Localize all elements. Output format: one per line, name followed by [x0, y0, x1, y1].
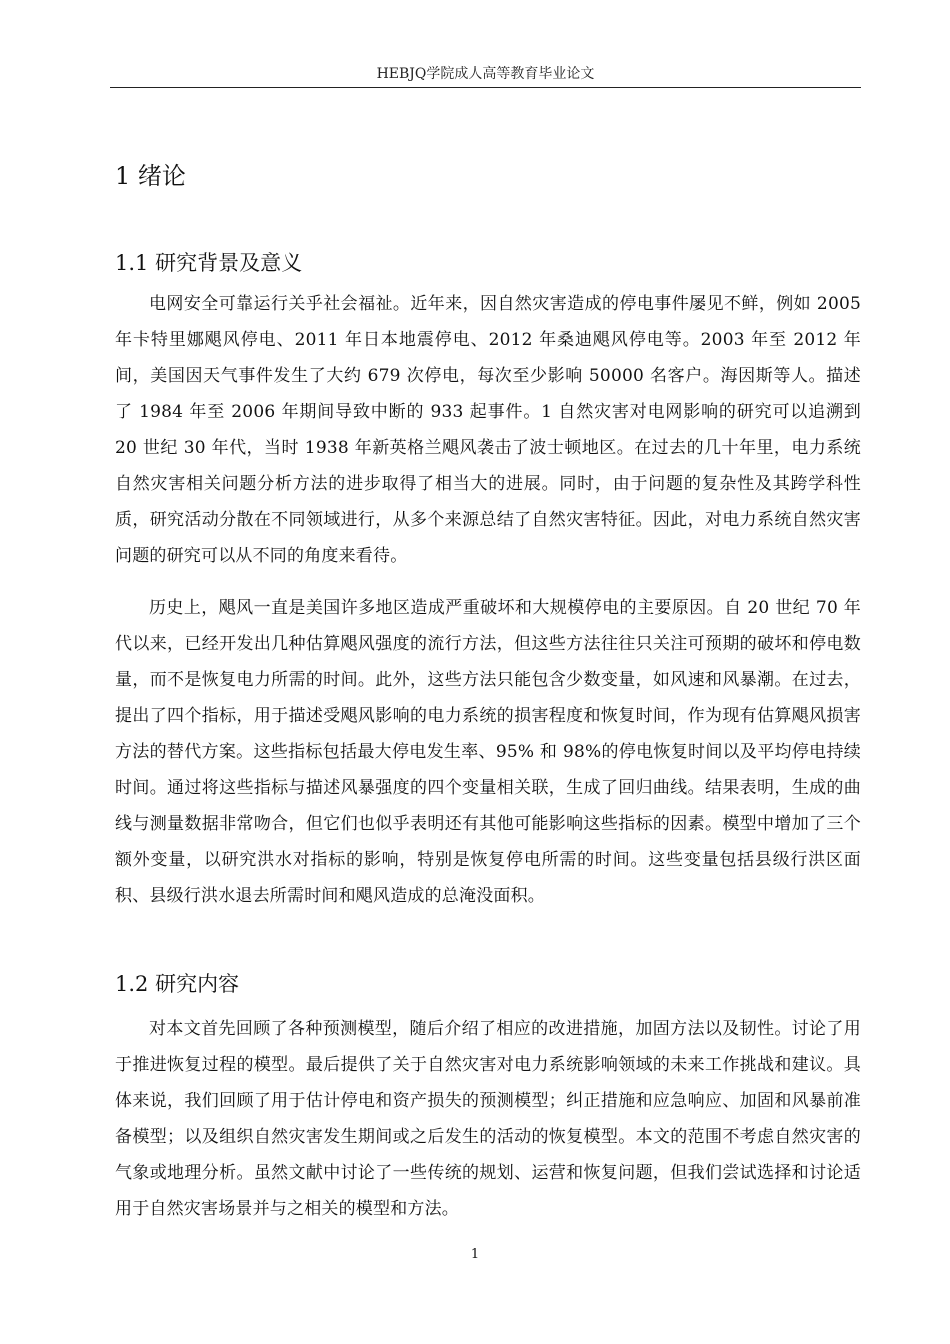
- page-number: 1: [470, 1247, 480, 1262]
- chapter-title: 1 绪论: [115, 162, 186, 190]
- running-header: HEBJQ学院成人高等教育毕业论文: [376, 66, 595, 82]
- section-title-background: 1.1 研究背景及意义: [115, 251, 303, 275]
- paragraph-background-1: 电网安全可靠运行关乎社会福祉。近年来，因自然灾害造成的停电事件屡见不鲜，例如 2005 年卡特里娜飓风停电、2011 年日本地震停电、2012 年桑迪飓风停电等。2003 年至 2012 年间，美国因天气事件发生了大约 679 次停电，每次至少影响 50000 名客户。海因斯等人。描述了 1984 年至 2006 年期间导致中断的 933 起事件。1 自然灾害对电网影响的研究可以追溯到 20 世纪 30 年代，当时 1938 年新英格兰飓风袭击了波士顿地区。在过去的几十年里，电力系统自然灾害相关问题分析方法的进步取得了相当大的进展。同时，由于问题的复杂性及其跨学科性质，研究活动分散在不同领域进行，从多个来源总结了自然灾害特征。因此，对电力系统自然灾害问题的研究可以从不同的角度来看待。: [115, 294, 861, 566]
- paragraph-background-2: 历史上，飓风一直是美国许多地区造成严重破坏和大规模停电的主要原因。自 20 世纪 70 年代以来，已经开发出几种估算飓风强度的流行方法，但这些方法往往只关注可预期的破坏和停电数量，而不是恢复电力所需的时间。此外，这些方法只能包含少数变量，如风速和风暴潮。在过去，提出了四个指标，用于描述受飓风影响的电力系统的损害程度和恢复时间，作为现有估算飓风损害方法的替代方案。这些指标包括最大停电发生率、95% 和 98%的停电恢复时间以及平均停电持续时间。通过将这些指标与描述风暴强度的四个变量相关联，生成了回归曲线。结果表明，生成的曲线与测量数据非常吻合，但它们也似乎表明还有其他可能影响这些指标的因素。模型中增加了三个额外变量，以研究洪水对指标的影响，特别是恢复停电所需的时间。这些变量包括县级行洪区面积、县级行洪水退去所需时间和飓风造成的总淹没面积。: [115, 598, 861, 906]
- section-title-research-content: 1.2 研究内容: [115, 972, 240, 996]
- paragraph-research-content: 对本文首先回顾了各种预测模型，随后介绍了相应的改进措施，加固方法以及韧性。讨论了用于推进恢复过程的模型。最后提供了关于自然灾害对电力系统影响领域的未来工作挑战和建议。具体来说，我们回顾了用于估计停电和资产损失的预测模型；纠正措施和应急响应、加固和风暴前准备模型；以及组织自然灾害发生期间或之后发生的活动的恢复模型。本文的范围不考虑自然灾害的气象或地理分析。虽然文献中讨论了一些传统的规划、运营和恢复问题，但我们尝试选择和讨论适用于自然灾害场景并与之相关的模型和方法。: [115, 1019, 861, 1219]
- header-divider: [110, 87, 861, 88]
